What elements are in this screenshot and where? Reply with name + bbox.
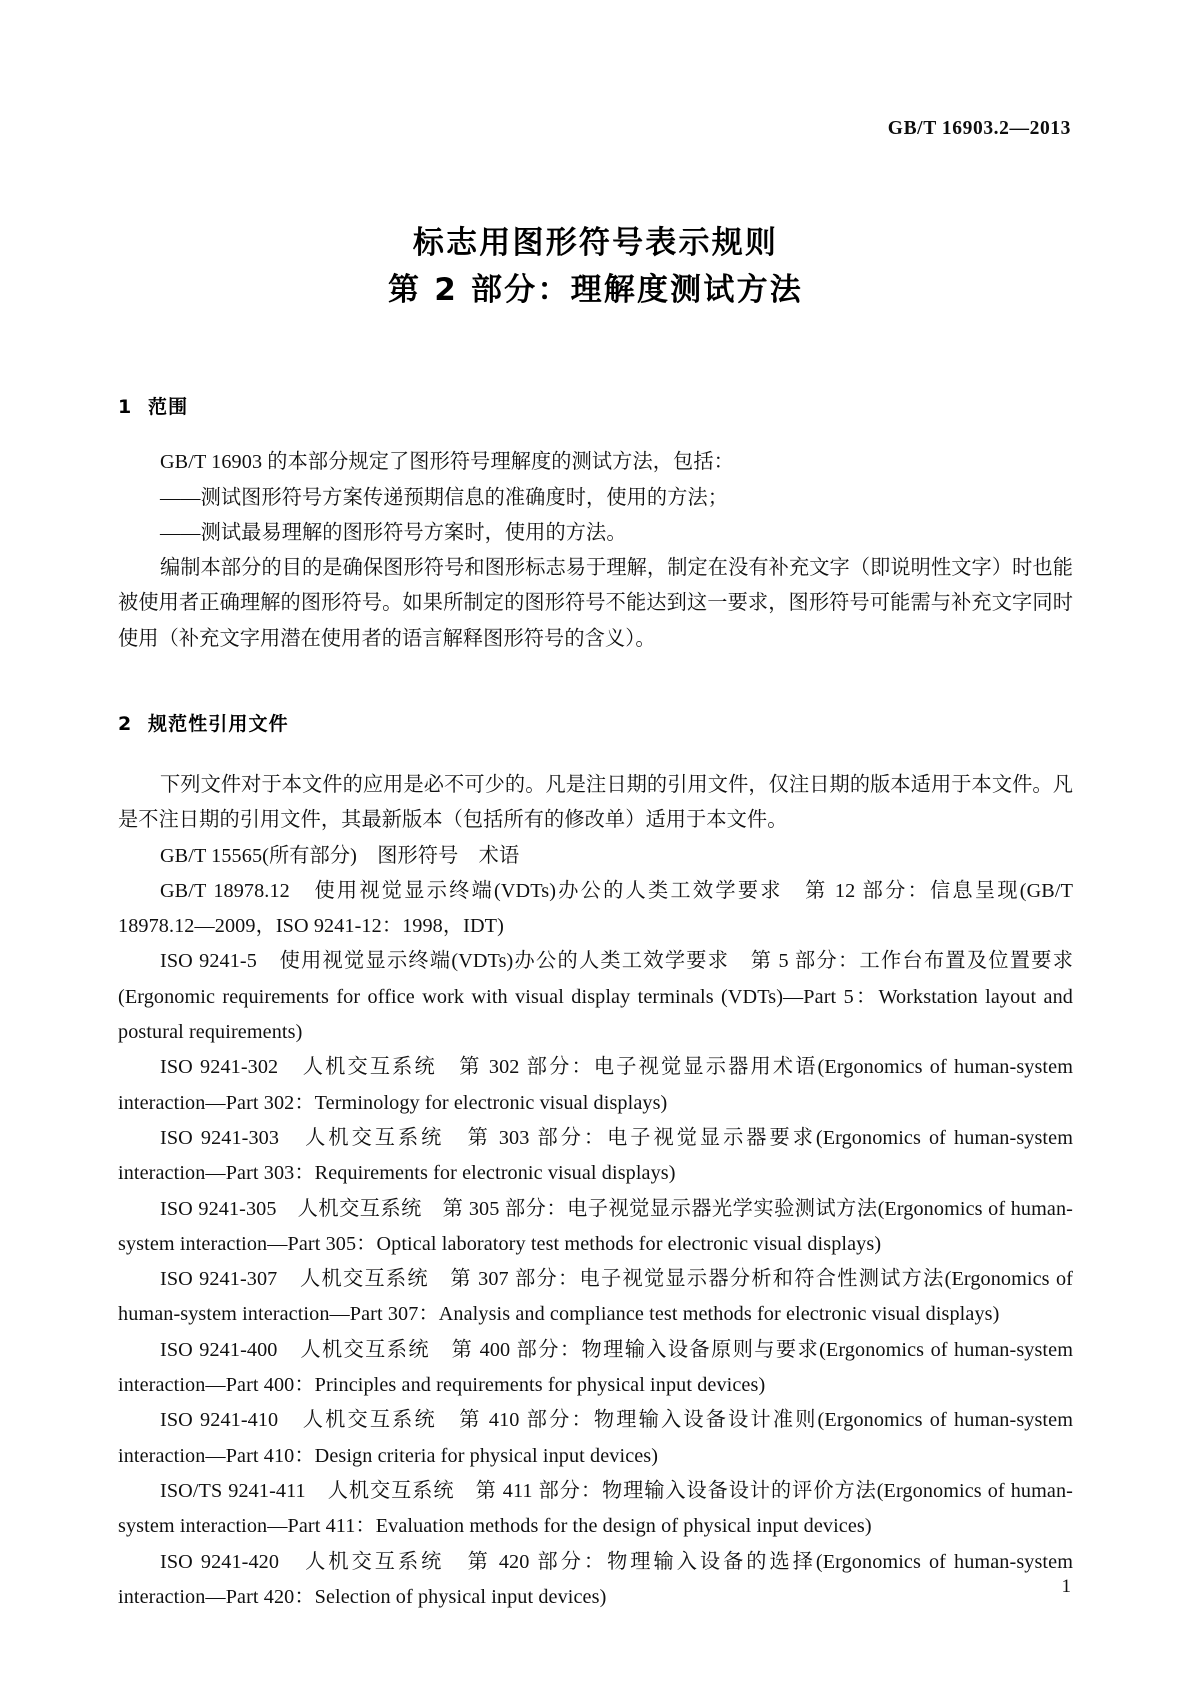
clause-2-intro: 下列文件对于本文件的应用是必不可少的。凡是注日期的引用文件，仅注日期的版本适用于本文件。凡是不注日期的引用文件，其最新版本（包括所有的修改单）适用于本文件。 bbox=[118, 774, 1073, 832]
page-number: 1 bbox=[1061, 1576, 1071, 1597]
normative-reference: ISO 9241-400 人机交互系统 第 400 部分：物理输入设备原则与要求(Ergonomics of human-system interaction—Part 400：Principles and requirements for physical input devices) bbox=[118, 1338, 1073, 1397]
clause-1-number: 1 bbox=[118, 396, 133, 419]
normative-reference: ISO 9241-303 人机交互系统 第 303 部分：电子视觉显示器要求(Ergonomics of human-system interaction—Part 303：Requirements for electronic visual displays) bbox=[118, 1126, 1073, 1185]
normative-reference: ISO 9241-305 人机交互系统 第 305 部分：电子视觉显示器光学实验测试方法(Ergonomics of human-system interaction—Part 305：Optical laboratory test methods for electronic visual displays) bbox=[118, 1197, 1073, 1255]
running-header bbox=[118, 118, 1073, 158]
normative-reference: ISO/TS 9241-411 人机交互系统 第 411 部分：物理输入设备设计的评价方法(Ergonomics of human-system interaction—Part 411：Evaluation methods for the design of physical input devices) bbox=[118, 1479, 1073, 1538]
normative-reference: ISO 9241-420 人机交互系统 第 420 部分：物理输入设备的选择(Ergonomics of human-system interaction—Part 420：Selection of physical input devices) bbox=[118, 1550, 1073, 1608]
clause-2-title: 规范性引用文件 bbox=[148, 713, 289, 735]
clause-1-body bbox=[118, 445, 1073, 657]
title-line-1: 标志用图形符号表示规则 bbox=[412, 225, 779, 261]
clause-1-heading bbox=[118, 392, 1073, 419]
clause-1-paragraph: GB/T 16903 的本部分规定了图形符号理解度的测试方法，包括： bbox=[160, 451, 734, 474]
clause-2-body bbox=[118, 768, 1073, 1615]
normative-reference: GB/T 18978.12 使用视觉显示终端(VDTs)办公的人类工效学要求 第 12 部分：信息呈现(GB/T 18978.12—2009，ISO 9241-12：1998，IDT) bbox=[118, 879, 1073, 938]
document-title bbox=[118, 220, 1073, 314]
standard-number: GB/T 16903.2—2013 bbox=[887, 118, 1071, 139]
clause-2-heading bbox=[118, 709, 1073, 736]
normative-reference: GB/T 15565(所有部分) 图形符号 术语 bbox=[160, 844, 520, 867]
normative-reference: ISO 9241-5 使用视觉显示终端(VDTs)办公的人类工效学要求 第 5 部分：工作台布置及位置要求(Ergonomic requirements for office work with visual display terminals (VDTs)—Part 5：Workstation layout and postural requirements) bbox=[118, 950, 1073, 1044]
title-line-2: 第 2 部分：理解度测试方法 bbox=[388, 272, 803, 309]
clause-1-title: 范围 bbox=[148, 396, 189, 419]
clause-2-number: 2 bbox=[118, 713, 133, 735]
normative-reference: ISO 9241-307 人机交互系统 第 307 部分：电子视觉显示器分析和符合性测试方法(Ergonomics of human-system interaction—Part 307：Analysis and compliance test methods for electronic visual displays) bbox=[118, 1268, 1073, 1326]
normative-reference: ISO 9241-302 人机交互系统 第 302 部分：电子视觉显示器用术语(Ergonomics of human-system interaction—Part 302：Terminology for electronic visual displays) bbox=[118, 1056, 1073, 1114]
clause-1-dash-item: ——测试最易理解的图形符号方案时，使用的方法。 bbox=[160, 521, 627, 544]
clause-1-dash-item: ——测试图形符号方案传递预期信息的准确度时，使用的方法； bbox=[160, 486, 729, 509]
normative-reference: ISO 9241-410 人机交互系统 第 410 部分：物理输入设备设计准则(Ergonomics of human-system interaction—Part 410：Design criteria for physical input devices) bbox=[118, 1409, 1073, 1467]
clause-1-paragraph: 编制本部分的目的是确保图形符号和图形标志易于理解，制定在没有补充文字（即说明性文字）时也能被使用者正确理解的图形符号。如果所制定的图形符号不能达到这一要求，图形符号可能需与补充文字同时使用（补充文字用潜在使用者的语言解释图形符号的含义）。 bbox=[118, 557, 1073, 650]
